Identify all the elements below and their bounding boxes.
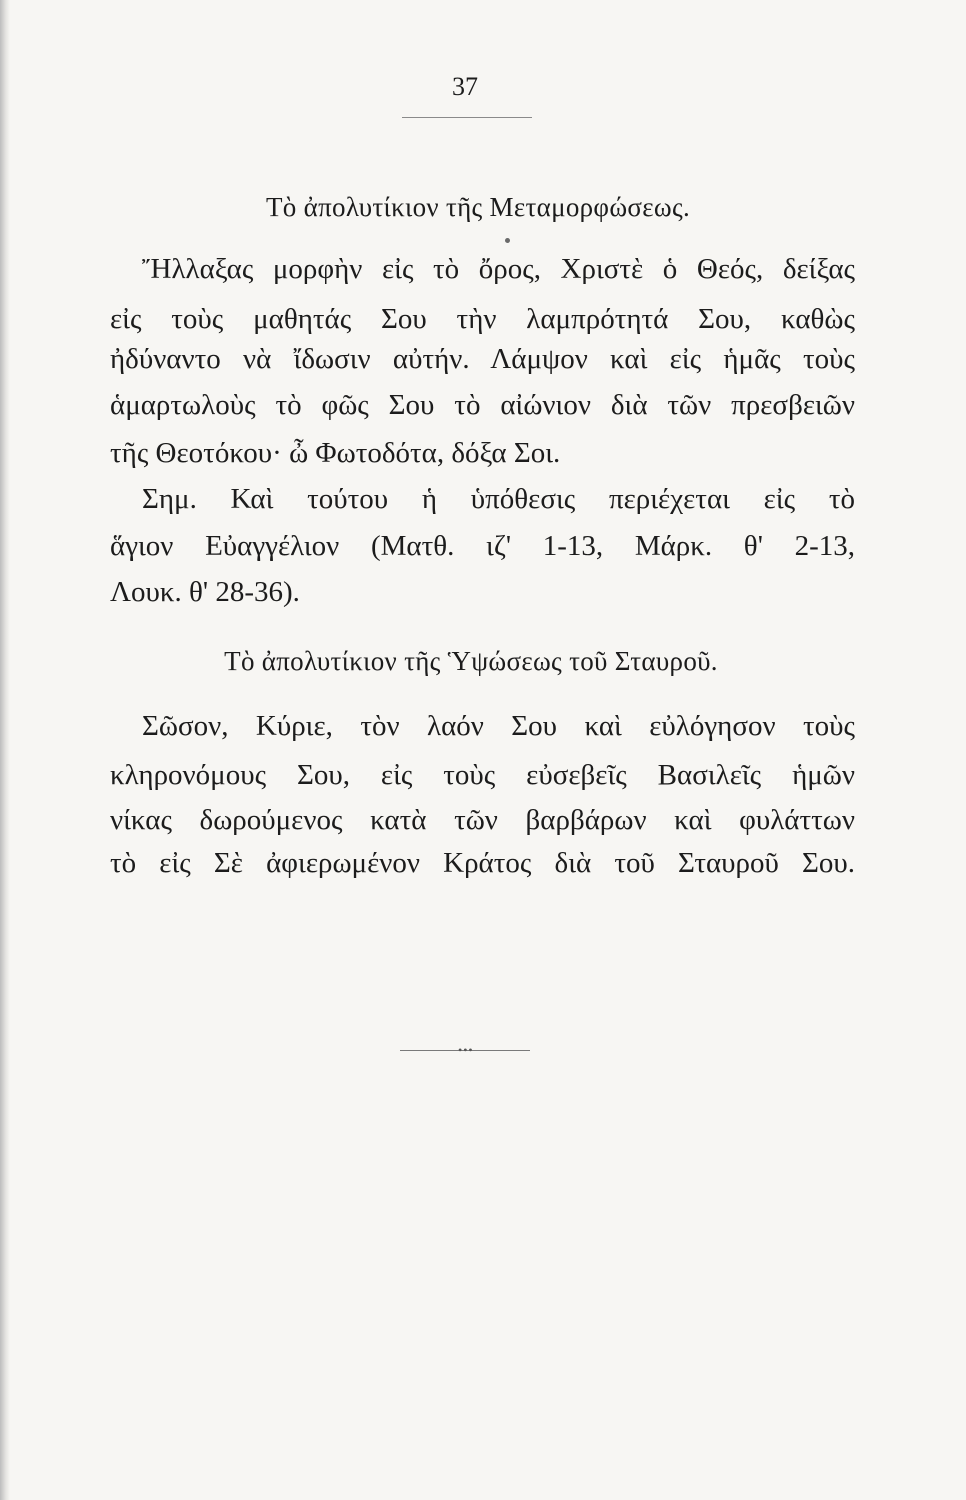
text-line: Σῶσον, Κύριε, τὸν λαόν Σου καὶ εὐλόγησον τοὺς <box>142 710 855 742</box>
text-line: κληρονόμους Σου, εἰς τοὺς εὐσεβεῖς Βασιλεῖς ἡμῶν <box>110 759 855 791</box>
section-title-exaltation-cross: Τὸ ἀπολυτίκιον τῆς Ὑψώσεως τοῦ Σταυροῦ. <box>224 646 718 676</box>
page-left-edge <box>0 0 10 1500</box>
text-line: Ἤλλαξας μορφὴν εἰς τὸ ὄρος, Χριστὲ ὁ Θεός, δείξας <box>142 253 855 285</box>
note-line: Σημ. Καὶ τούτου ἡ ὑπόθεσις περιέχεται εἰς τὸ <box>142 483 855 515</box>
text-line: τῆς Θεοτόκου· ὦ Φωτοδότα, δόξα Σοι. <box>110 437 561 469</box>
footer-ornament: ••• <box>458 1043 474 1057</box>
ink-dot <box>505 238 510 243</box>
page-number: 37 <box>452 72 478 101</box>
text-line: νίκας δωρούμενος κατὰ τῶν βαρβάρων καὶ φυλάττων <box>110 804 855 836</box>
note-line: Λουκ. θ' 28-36). <box>110 576 300 608</box>
text-line: ἁμαρτωλοὺς τὸ φῶς Σου τὸ αἰώνιον διὰ τῶν πρεσβειῶν <box>110 389 855 421</box>
section-title-transfiguration: Τὸ ἀπολυτίκιον τῆς Μεταμορφώσεως. <box>266 192 690 222</box>
note-line: ἅγιον Εὐαγγέλιον (Ματθ. ιζ' 1-13, Μάρκ. θ' 2-13, <box>110 530 855 562</box>
text-line: εἰς τοὺς μαθητάς Σου τὴν λαμπρότητά Σου, καθὼς <box>110 303 855 335</box>
text-line: τὸ εἰς Σὲ ἀφιερωμένον Κράτος διὰ τοῦ Σταυροῦ Σου. <box>110 847 855 879</box>
header-rule <box>402 117 532 118</box>
text-line: ἠδύναντο νὰ ἴδωσιν αὐτήν. Λάμψον καὶ εἰς ἡμᾶς τοὺς <box>110 343 855 375</box>
